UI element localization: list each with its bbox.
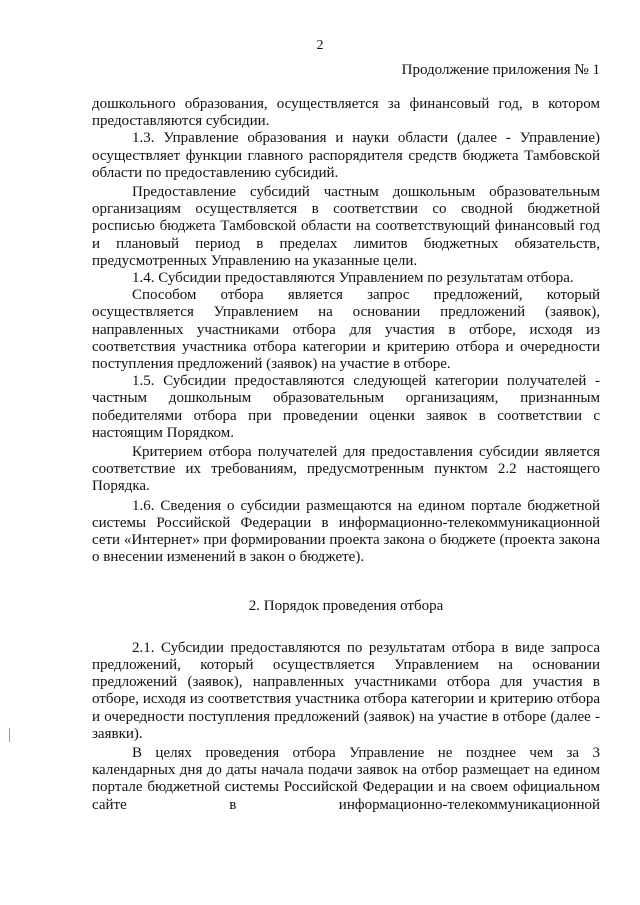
page-number: 2	[316, 38, 324, 53]
paragraph-selection-purpose: В целях проведения отбора Управление не позднее чем за 3 календарных дня до даты начала подачи заявок на отбор размещает на едином портале бюджетной системы Российской Федерации и на своем официальном сайте в информационно-телекоммуникационной	[92, 744, 600, 813]
paragraph-subsidy-provision: Предоставление субсидий частным дошкольным образовательным организациям осуществляется в соответствии со сводной бюджетной росписью бюджета Тамбовской области на соответствующий финансовый год и плановый период в пределах лимитов бюджетных обязательств, предусмотренных Управлению на указанные цели.	[92, 184, 600, 269]
paragraph-criterion: Критерием отбора получателей для предоставления субсидии является соответствие их требованиям, предусмотренным пунктом 2.2 настоящего Порядка.	[92, 444, 600, 495]
section-title: 2. Порядок проведения отбора	[248, 598, 444, 615]
document-body	[92, 96, 600, 814]
paragraph-selection-method: Способом отбора является запрос предложений, который осуществляется Управлением на основании предложений (заявок), направленных участниками отбора для участия в отборе, исходя из соответствия участника отбора категории и критерию отбора и очередности поступления предложений (заявок) на участие в отборе.	[92, 287, 600, 373]
appendix-continuation: Продолжение приложения № 1	[401, 62, 600, 78]
scan-margin-mark	[9, 728, 10, 742]
paragraph-2-1: 2.1. Субсидии предоставляются по результатам отбора в виде запроса предложений, который осуществляется Управлением на основании предложений (заявок), направленных участниками отбора для участия в отборе, исходя из соответствия участника отбора категории и критерию отбора и очередности поступления предложений (заявок) на участие в отборе (далее - заявки).	[92, 639, 600, 742]
paragraph-1-5: 1.5. Субсидии предоставляются следующей категории получателей - частным дошкольным образовательным организациям, признанным победителями отбора при проведении оценки заявок в соответствии с настоящим Порядком.	[92, 373, 600, 441]
paragraph-1-3: 1.3. Управление образования и науки области (далее - Управление) осуществляет функции главного распорядителя средств бюджета Тамбовской области по предоставлению субсидий.	[92, 130, 600, 181]
paragraph-1-4: 1.4. Субсидии предоставляются Управлением по результатам отбора.	[132, 270, 574, 287]
paragraph-1-6: 1.6. Сведения о субсидии размещаются на едином портале бюджетной системы Российской Федерации в информационно-телекоммуникационной сети «Интернет» при формировании проекта закона о бюджете (проекта закона о внесении изменений в закон о бюджете).	[92, 497, 600, 566]
paragraph-continued: дошкольного образования, осуществляется за финансовый год, в котором предоставляются субсидии.	[92, 96, 600, 130]
